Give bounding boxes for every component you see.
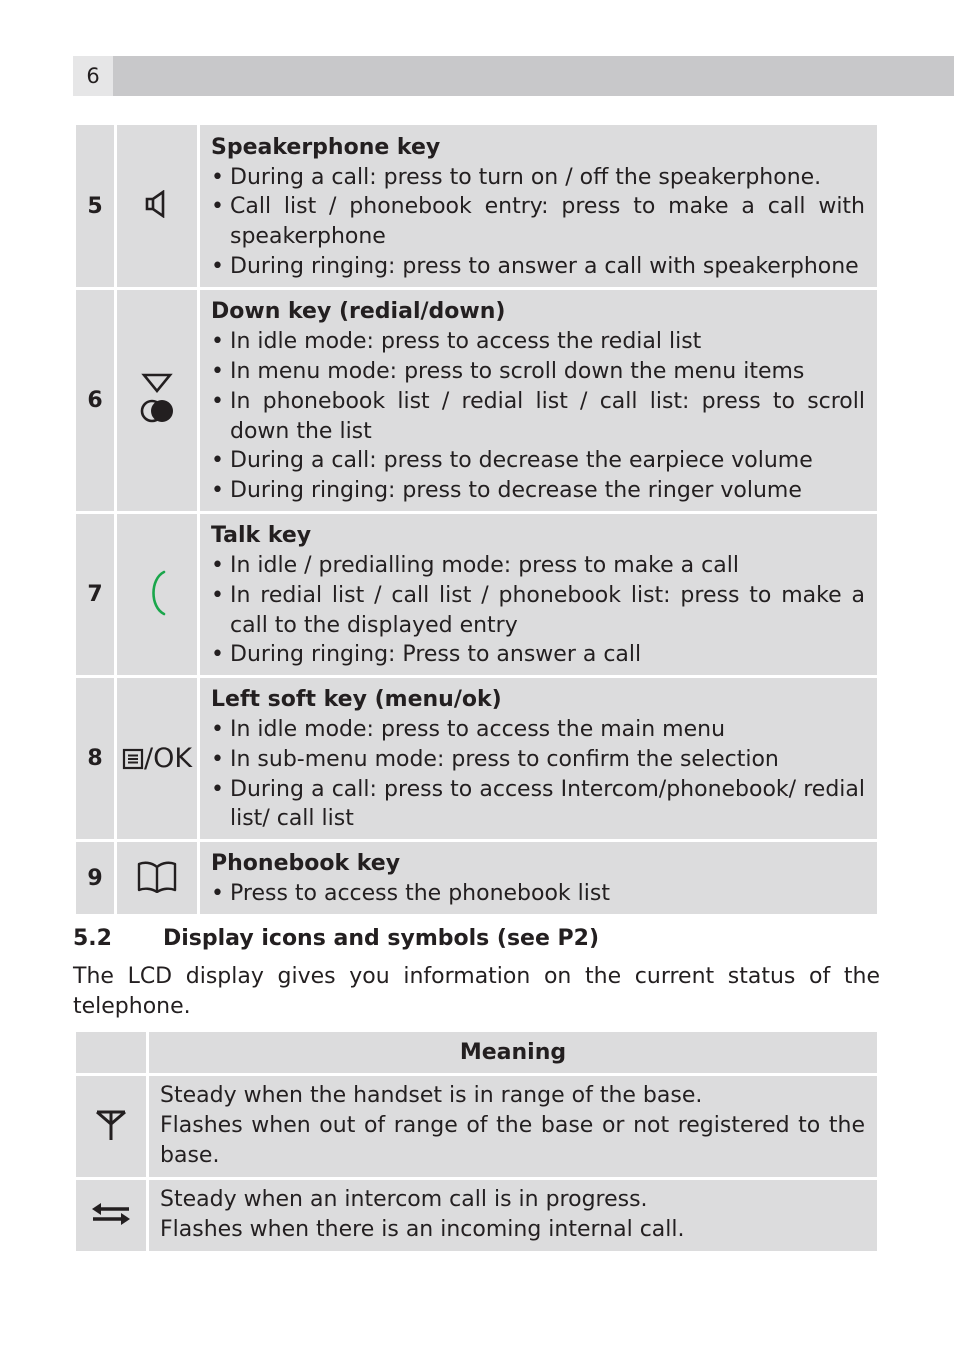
talk-icon: [142, 569, 172, 617]
key-description: [200, 514, 877, 675]
meaning-line: Flashes when there is an incoming internal call.: [160, 1217, 685, 1242]
phonebook-icon: [137, 859, 177, 893]
meaning-cell: [149, 1180, 877, 1251]
list-item: • In idle mode: press to access the main menu: [211, 715, 865, 745]
list-item: • During ringing: Press to answer a call: [211, 640, 865, 670]
menu-ok-icon: [122, 743, 192, 774]
table-row: [76, 1180, 877, 1251]
list-item: • In idle mode: press to access the redial list: [211, 327, 865, 357]
list-item: • During a call: press to turn on / off the speakerphone.: [211, 163, 865, 193]
key-description: [200, 125, 877, 287]
key-number: 6: [76, 290, 114, 511]
meaning-line: Steady when the handset is in range of the base.: [160, 1083, 703, 1109]
meaning-cell: [149, 1076, 877, 1177]
intercom-arrows-icon: [91, 1200, 131, 1228]
table-row: [76, 514, 877, 675]
key-description: [200, 290, 877, 511]
key-title: Left soft key (menu/ok): [211, 687, 502, 713]
list-item: • During a call: press to decrease the earpiece volume: [211, 446, 865, 476]
meaning-line: Steady when an intercom call is in progress.: [160, 1187, 648, 1213]
page-header-bar: [73, 56, 954, 96]
table-header-row: [76, 1032, 877, 1073]
blank-header-cell: [76, 1032, 146, 1073]
page-number: 6: [73, 56, 113, 96]
section-title: Display icons and symbols (see P2): [163, 926, 600, 951]
keys-table: [73, 122, 880, 917]
down-redial-icon: [137, 371, 177, 427]
section-heading: [73, 926, 599, 951]
section-intro: The LCD display gives you information on the current status of the telephone.: [73, 964, 880, 1019]
key-description: [200, 678, 877, 839]
list-item: • During ringing: press to answer a call with speakerphone: [211, 252, 865, 282]
menu-list-icon: [122, 748, 144, 770]
table-row: [76, 290, 877, 511]
key-number: 5: [76, 125, 114, 287]
list-item: • In idle / predialling mode: press to make a call: [211, 551, 865, 581]
section-number: 5.2: [73, 926, 112, 951]
antenna-icon: [94, 1108, 128, 1142]
list-item: • In redial list / call list / phonebook list: press to make a call to the displayed entry: [211, 581, 865, 640]
table-row: [76, 678, 877, 839]
key-title: Phonebook key: [211, 851, 401, 877]
key-title: Speakerphone key: [211, 134, 441, 160]
meaning-header: Meaning: [149, 1032, 877, 1073]
list-item: • During a call: press to access Intercom/phonebook/ redial list/ call list: [211, 775, 865, 834]
key-number: 8: [76, 678, 114, 839]
list-item: • Call list / phonebook entry: press to make a call with speakerphone: [211, 192, 865, 251]
key-title: Talk key: [211, 523, 312, 549]
table-row: [76, 842, 877, 914]
key-number: 7: [76, 514, 114, 675]
key-title: Down key (redial/down): [211, 299, 506, 325]
list-item: • In sub-menu mode: press to confirm the selection: [211, 745, 865, 775]
icons-table: [73, 1029, 880, 1254]
key-number: 9: [76, 842, 114, 914]
list-item: • During ringing: press to decrease the ringer volume: [211, 476, 865, 506]
list-item: • Press to access the phonebook list: [211, 879, 865, 909]
key-description: [200, 842, 877, 914]
list-item: • In phonebook list / redial list / call list: press to scroll down the list: [211, 387, 865, 446]
meaning-line: Flashes when out of range of the base or not registered to the base.: [160, 1113, 865, 1168]
ok-label: /OK: [143, 743, 193, 774]
speaker-icon: [144, 190, 170, 218]
table-row: [76, 125, 877, 287]
table-row: [76, 1076, 877, 1177]
list-item: • In menu mode: press to scroll down the menu items: [211, 357, 865, 387]
